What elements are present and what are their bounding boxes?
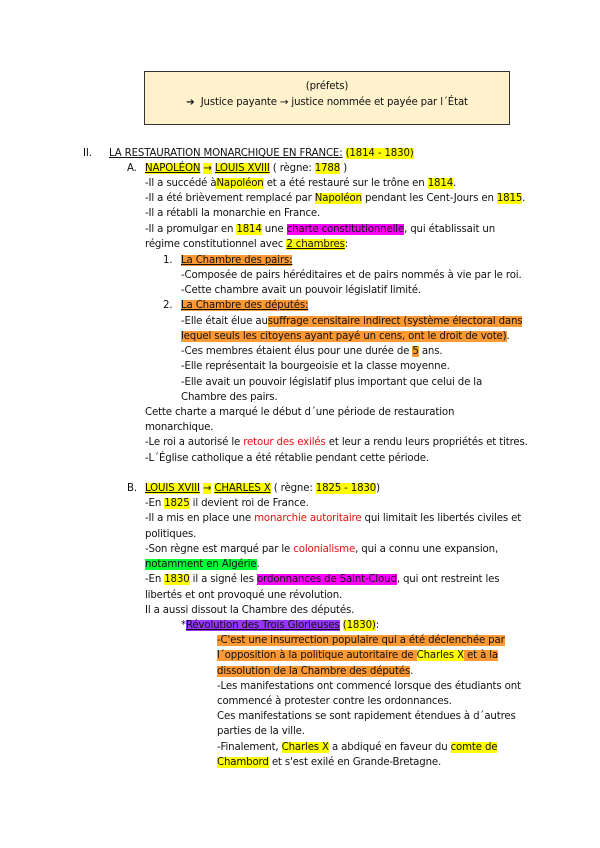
name-louis-xviii: LOUIS XVIII [145,483,200,494]
list-item: Chambre des pairs. [181,392,278,403]
para-line: -Il a succédé àNapoléon et a été restauré sur le trône en 1814. [145,178,457,189]
para-line: -Son règne est marqué par le colonialisme, qui a connu une expansion, [145,544,499,555]
subsection-b-letter: B. [127,483,137,494]
box-line-justice [145,97,509,108]
arrow-icon: → [202,483,212,494]
section-dates: (1814 - 1830) [345,148,414,159]
revolution-heading: *Révolution des Trois Glorieuses (1830): [181,620,380,631]
list-item: -Finalement, Charles X a abdiqué en faveur du comte de [217,742,498,753]
arrow-icon: ➔ [186,97,195,108]
summary-box [144,71,510,125]
list-item: parties de la ville. [217,726,305,737]
para-line: notamment en Algérie. [145,559,260,570]
para-line: -Le roi a autorisé le retour des exilés et leur a rendu leurs propriétés et titres. [145,437,528,448]
list-item: -Elle représentait la bourgeoisie et la classe moyenne. [181,361,450,372]
list-item: Chambord et s'est exilé en Grande-Bretagne. [217,757,442,768]
reign-years: 1825 - 1830 [315,483,377,494]
list-item: -Elle était élue ausuffrage censitaire indirect (système électoral dans [181,316,523,327]
para-line: -En 1825 il devient roi de France. [145,498,309,509]
list-num: 1. [163,255,173,266]
list-item: -Cette chambre avait un pouvoir législatif limité. [181,285,421,296]
para-line: monarchique. [145,422,214,433]
subsection-a-heading: NAPOLÉON → LOUIS XVIII ( règne: 1788 ) [145,163,348,174]
para-line: politiques. [145,529,197,540]
subsection-b-heading: LOUIS XVIII → CHARLES X ( règne: 1825 - 1830) [145,483,380,494]
name-napoleon: NAPOLÉON [145,163,201,174]
list-num: 2. [163,300,173,311]
list-item: -Ces membres étaient élus pour une durée de 5 ans. [181,346,443,357]
chambre-pairs-title: La Chambre des pairs: [181,255,293,266]
subsection-a-letter: A. [127,163,137,174]
arrow-icon: → [203,163,212,174]
para-line: -Il a été brièvement remplacé par Napoléon pendant les Cent-Jours en 1815. [145,193,526,204]
list-item: dissolution de la Chambre des députés. [217,666,414,677]
section-number: II. [83,148,92,159]
list-item: lequel seuls les citoyens ayant payé un cens, ont le droit de vote). [181,331,510,342]
para-line: -Il a promulgar en 1814 une charte constitutionnelle, qui établissait un [145,224,495,235]
box-justice-text: Justice payante → justice nommée et payée par l´État [200,97,468,108]
list-item: -C'est une insurrection populaire qui a été déclenchée par [217,635,505,646]
section-title: LA RESTAURATION MONARCHIQUE EN FRANCE: (1814 - 1830) [109,148,414,159]
para-line: -En 1830 il a signé les ordonnances de Saint-Cloud, qui ont restreint les [145,574,500,585]
para-line: -Il a rétabli la monarchie en France. [145,208,321,219]
list-item: -Les manifestations ont commencé lorsque des étudiants ont [217,681,521,692]
list-item: Ces manifestations se sont rapidement étendues à d´autres [217,711,516,722]
list-item: l´opposition à la politique autoritaire de Charles X et à la [217,650,499,661]
chambre-deputes-title: La Chambre des députés: [181,300,309,311]
para-line: -L´Église catholique a été rétablie pendant cette période. [145,453,430,464]
para-line: Il a aussi dissout la Chambre des députés. [145,605,355,616]
box-line-prefets: (préfets) [305,81,349,92]
ordonnances-highlight: ordonnances de Saint-Cloud [257,574,397,585]
list-item: -Elle avait un pouvoir législatif plus important que celui de la [181,377,483,388]
name-louis-xviii: LOUIS XVIII [214,163,270,174]
list-item: commencé à protester contre les ordonnances. [217,696,452,707]
para-line: régime constitutionnel avec 2 chambres: [145,239,349,250]
name-charles-x: CHARLES X [214,483,271,494]
list-item: -Composée de pairs héréditaires et de pairs nommés à vie par le roi. [181,270,522,281]
para-line: libertés et ont provoqué une révolution. [145,590,343,601]
para-line: -Il a mis en place une monarchie autoritaire qui limitait les libertés civiles et [145,513,522,524]
reign-year: 1788 [314,163,341,174]
para-line: Cette charte a marqué le début d´une période de restauration [145,407,455,418]
charte-highlight: charte constitutionnelle [286,224,405,235]
